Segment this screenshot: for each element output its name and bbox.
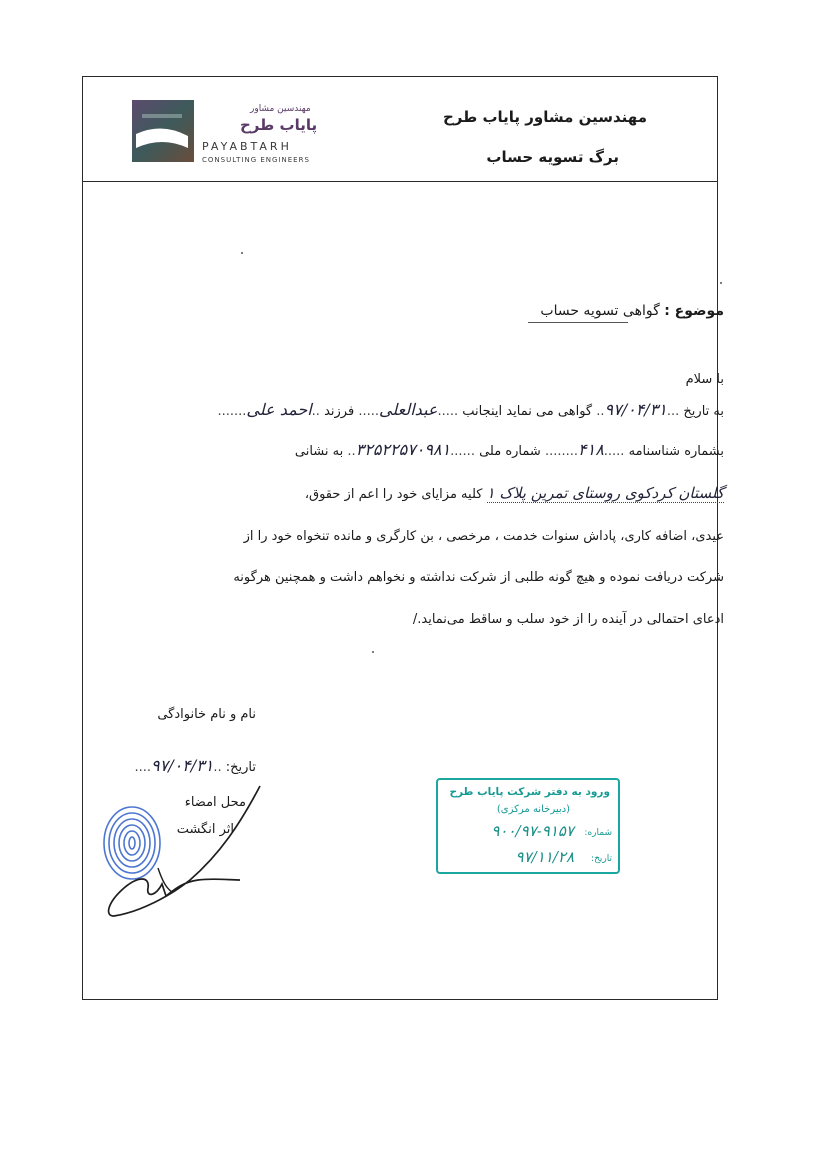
subject-line (540, 303, 724, 319)
stamp-number-label: شماره: (584, 828, 612, 838)
paragraph-line-4: عیدی، اضافه کاری، پاداش سنوات خدمت ، مرخصی ، بن کارگری و مانده تنخواه خود را از (243, 529, 724, 544)
company-logo (132, 100, 328, 172)
stamp-number-value: ۹۰۰/۹۷-۹۱۵۷ (491, 822, 574, 840)
line3-text: کلیه مزایای خود را اعم از حقوق، (304, 487, 483, 502)
stamp-date-value: ۹۷/۱۱/۲۸ (515, 848, 574, 866)
handwritten-signature-icon (100, 784, 270, 924)
scan-speck (241, 252, 243, 254)
signature-date-handwritten: ۹۷/۰۴/۳۱ (151, 756, 214, 775)
national-code-handwritten: ۳۲۵۲۲۵۷۰۹۸۱ (355, 440, 451, 459)
scan-speck (372, 651, 374, 653)
fingerprint-label: اثر انگشت (176, 822, 234, 837)
subject-text: گواهی تسویه حساب (540, 303, 660, 319)
logo-en-sub: CONSULTING ENGINEERS (202, 156, 310, 164)
employee-name-handwritten: عبدالعلی (379, 400, 438, 419)
id-number-handwritten: ۴۱۸ (578, 440, 604, 459)
logo-fa-small: مهندسین مشاور (250, 104, 311, 114)
line1-prefix: به تاریخ (683, 404, 724, 419)
paragraph-line-5: شرکت دریافت نموده و هیچ گونه طلبی از شرکت نداشته و نخواهم داشت و همچنین هرگونه (233, 570, 724, 585)
header-divider (82, 181, 718, 182)
logo-mark-icon (132, 100, 194, 162)
logo-fa-large: پایاب طرح (240, 116, 318, 134)
line2-address-label: به نشانی (294, 444, 344, 459)
form-title: برگ تسویه حساب (486, 148, 619, 166)
scan-speck (720, 282, 722, 284)
stamp-line-2: (دبیرخانه مرکزی) (496, 804, 570, 815)
line1-middle: گواهی می نماید اینجانب (462, 404, 593, 419)
paragraph-line-2: بشماره شناسنامه .....۴۱۸........ شماره ملی ......۳۲۵۲۲۵۷۰۹۸۱.. به نشانی (294, 440, 724, 459)
line2-national-label: شماره ملی (479, 444, 541, 459)
signature-date-label: تاریخ: (225, 760, 256, 775)
greeting: با سلام (685, 372, 724, 387)
signature-date: تاریخ: ..۹۷/۰۴/۳۱.... (134, 756, 256, 775)
paragraph-line-6: ادعای احتمالی در آینده را از خود سلب و ساقط می‌نماید./ (412, 612, 724, 627)
date-handwritten: ۹۷/۰۴/۳۱ (604, 400, 667, 419)
father-name-handwritten: احمد علی (246, 400, 312, 419)
address-handwritten: گلستان کردکوی روستای تمرین پلاک ۱ (486, 484, 724, 502)
subject-underline (528, 322, 628, 323)
paragraph-line-1: به تاریخ ...۹۷/۰۴/۳۱.. گواهی می نماید اینجانب .....عبدالعلی..... فرزند ..احمد علی....... (217, 400, 724, 419)
line2-id-label: بشماره شناسنامه (628, 444, 724, 459)
subject-label: موضوع : (664, 303, 724, 319)
logo-en-name: PAYABTARH (202, 140, 292, 153)
stamp-line-1: ورود به دفتر شرکت پایاب طرح (449, 786, 610, 798)
line1-father-label: فرزند (324, 404, 355, 419)
stamp-date-label: تاریخ: (591, 854, 612, 864)
company-name: مهندسین مشاور پایاب طرح (442, 108, 647, 126)
sign-label: محل امضاء (184, 795, 246, 810)
receipt-stamp (436, 778, 620, 874)
paragraph-line-3 (305, 484, 724, 502)
name-label: نام و نام خانوادگی (157, 707, 256, 722)
